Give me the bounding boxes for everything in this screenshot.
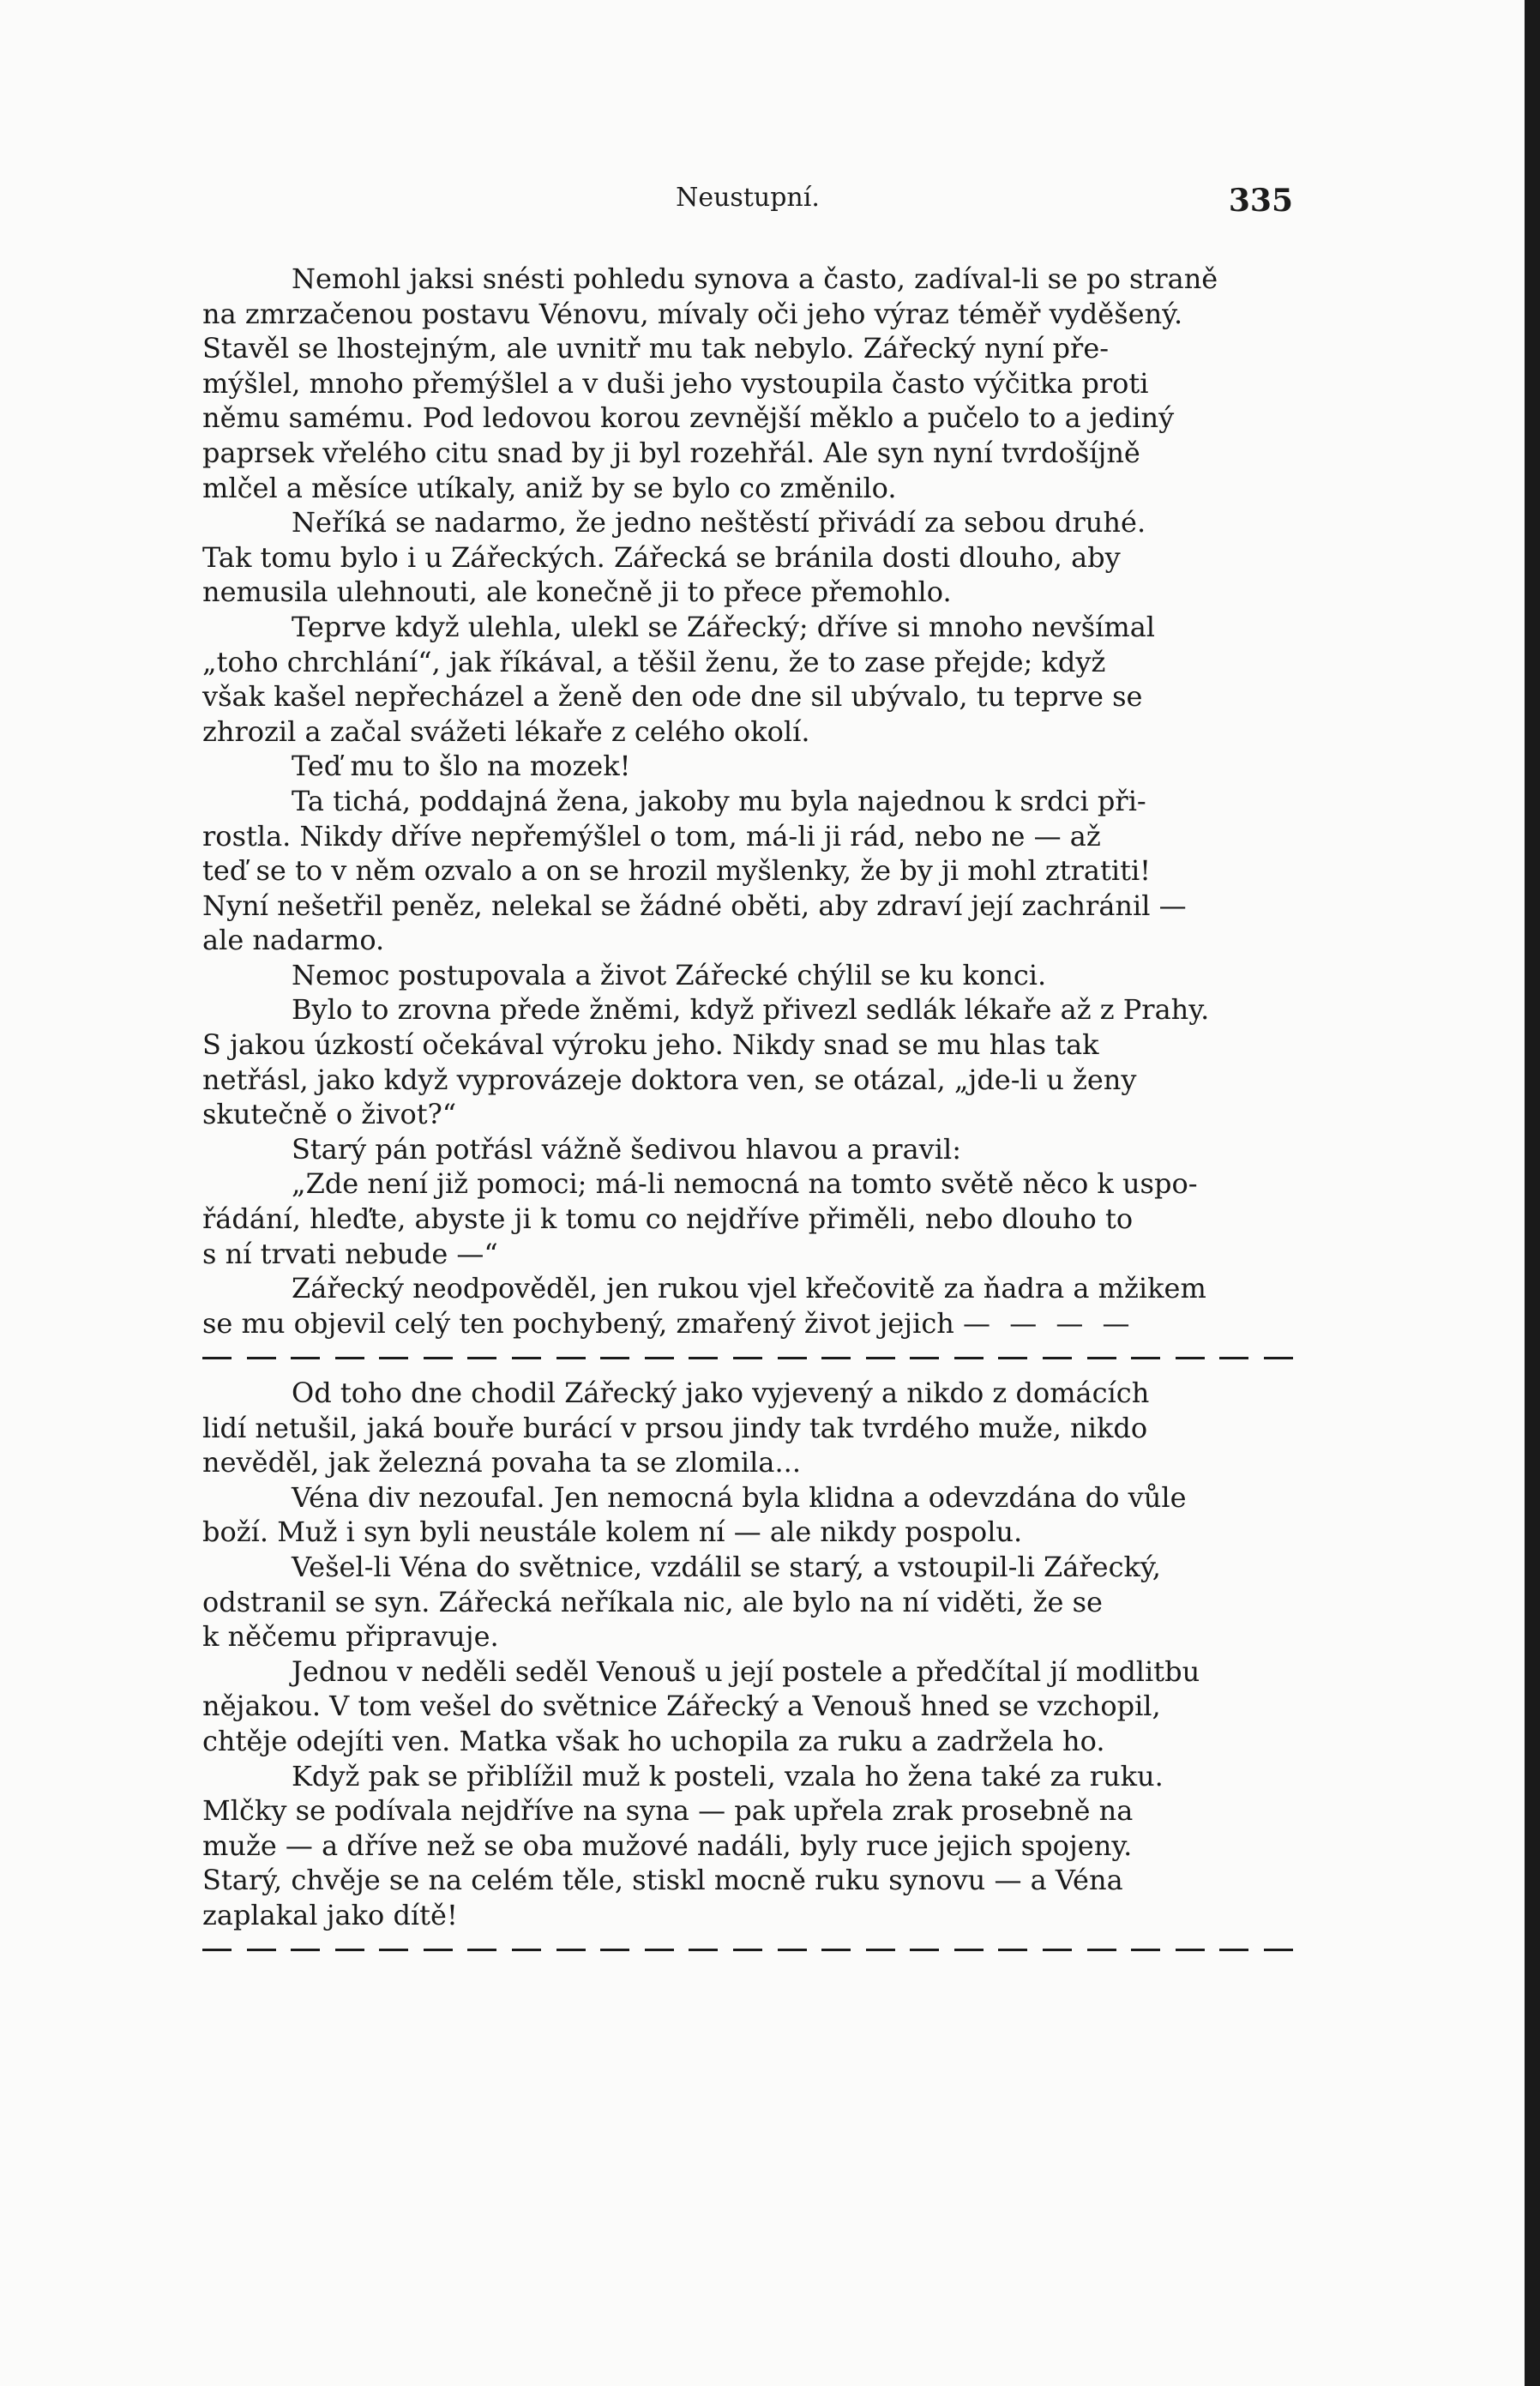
paragraph: Jednou v neděli seděl Venouš u její postele a předčítal jí modlitbu nějakou. V tom vešel do světnice Zářecký a Venouš hned se vzchopil, chtěje odejíti ven. Matka však ho uchopila za ruku a zadržela ho. [202, 1654, 1200, 1757]
dash-separator-end [202, 1933, 1293, 1968]
paragraph-text: Zářecký neodpověděl, jen rukou vjel křečovitě za ňadra a mžikem se mu objevil celý ten pochybený, zmařený život jejich [202, 1272, 1206, 1340]
running-head: Neustupní. [676, 183, 820, 213]
paragraph: Neříká se nadarmo, že jedno neštěstí přivádí za sebou druhé. Tak tomu bylo i u Zářeckých. Zářecká se bránila dosti dlouho, aby nemusila ulehnouti, ale konečně ji to přece přemohlo. [202, 506, 1146, 609]
paragraph: Teď mu to šlo na mozek! [292, 750, 631, 783]
paragraph: Bylo to zrovna přede žněmi, když přivezl sedlák lékaře až z Prahy. S jakou úzkostí očekával výroku jeho. Nikdy snad se mu hlas tak netřásl, jako když vyprovázeje doktora ven, se otázal, „jde-li u ženy skutečně o život?“ [202, 993, 1210, 1131]
paragraph: Starý pán potřásl vážně šedivou hlavou a pravil: [292, 1132, 961, 1166]
dash-separator [202, 1341, 1293, 1376]
scan-border [1525, 0, 1540, 2386]
body-text [202, 262, 1293, 1967]
paragraph: Teprve když ulehla, ulekl se Zářecký; dříve si mnoho nevšímal „toho chrchlání“, jak říkával, a těšil ženu, že to zase přejde; když však kašel nepřecházel a ženě den ode dne sil ubývalo, tu teprve se zhrozil a začal svážeti lékaře z celého okolí. [202, 610, 1156, 748]
page-header [202, 176, 1293, 227]
paragraph: Nemohl jaksi snésti pohledu synova a často, zadíval-li se po straně na zmrzačenou postavu Vénovu, mívaly oči jeho výraz téměř vyděšený. Stavěl se lhostejným, ale uvnitř mu tak nebylo. Zářecký nyní pře- mýšlel, mnoho přemýšlel a v duši jeho vystoupila často výčitka proti němu samému. Pod ledovou korou zevnější měklo a pučelo to a jediný paprsek vřelého citu snad by ji byl rozehřál. Ale syn nyní tvrdošíjně mlčel a měsíce utíkaly, aniž by se bylo co změnilo. [202, 262, 1218, 504]
paragraph: Véna div nezoufal. Jen nemocná byla klidna a odevzdána do vůle boží. Muž i syn byli neustále kolem ní — ale nikdy pospolu. [202, 1480, 1187, 1549]
paragraph: Když pak se přiblížil muž k posteli, vzala ho žena také za ruku. Mlčky se podívala nejdříve na syna — pak upřela zrak prosebně na muže — a dříve než se oba mužové nadáli, byly ruce jejich spojeny. Starý, chvěje se na celém těle, stiskl mocně ruku synovu — a Véna zaplakal jako dítě! [202, 1759, 1164, 1931]
page-number: 335 [1228, 183, 1293, 219]
paragraph: Ta tichá, poddajná žena, jakoby mu byla najednou k srdci při- rostla. Nikdy dříve nepřemýšlel o tom, má-li ji rád, nebo ne — až teď se to v něm ozvalo a on se hrozil myšlenky, že by ji mohl ztratiti! Nyní nešetřil peněz, nelekal se žádné oběti, aby zdraví její zachránil — ale nadarmo. [202, 784, 1187, 957]
paragraph: „Zde není již pomoci; má-li nemocná na tomto světě něco k uspo- řádání, hleďte, abyste ji k tomu co nejdříve přiměli, nebo dlouho to s ní trvati nebude —“ [202, 1167, 1198, 1270]
paragraph: Nemoc postupovala a život Zářecké chýlil se ku konci. [292, 958, 1047, 991]
trailing-dashes: — — — — [963, 1306, 1135, 1340]
paragraph: Od toho dne chodil Zářecký jako vyjevený a nikdo z domácích lidí netušil, jaká bouře burácí v prsou jindy tak tvrdého muže, nikdo nevěděl, jak železná povaha ta se zlomila... [202, 1377, 1150, 1479]
paragraph-with-dashes [202, 1271, 1293, 1341]
paragraph: Vešel-li Véna do světnice, vzdálil se starý, a vstoupil-li Zářecký, odstranil se syn. Zářecká neříkala nic, ale bylo na ní viděti, že se k něčemu připravuje. [202, 1550, 1161, 1654]
